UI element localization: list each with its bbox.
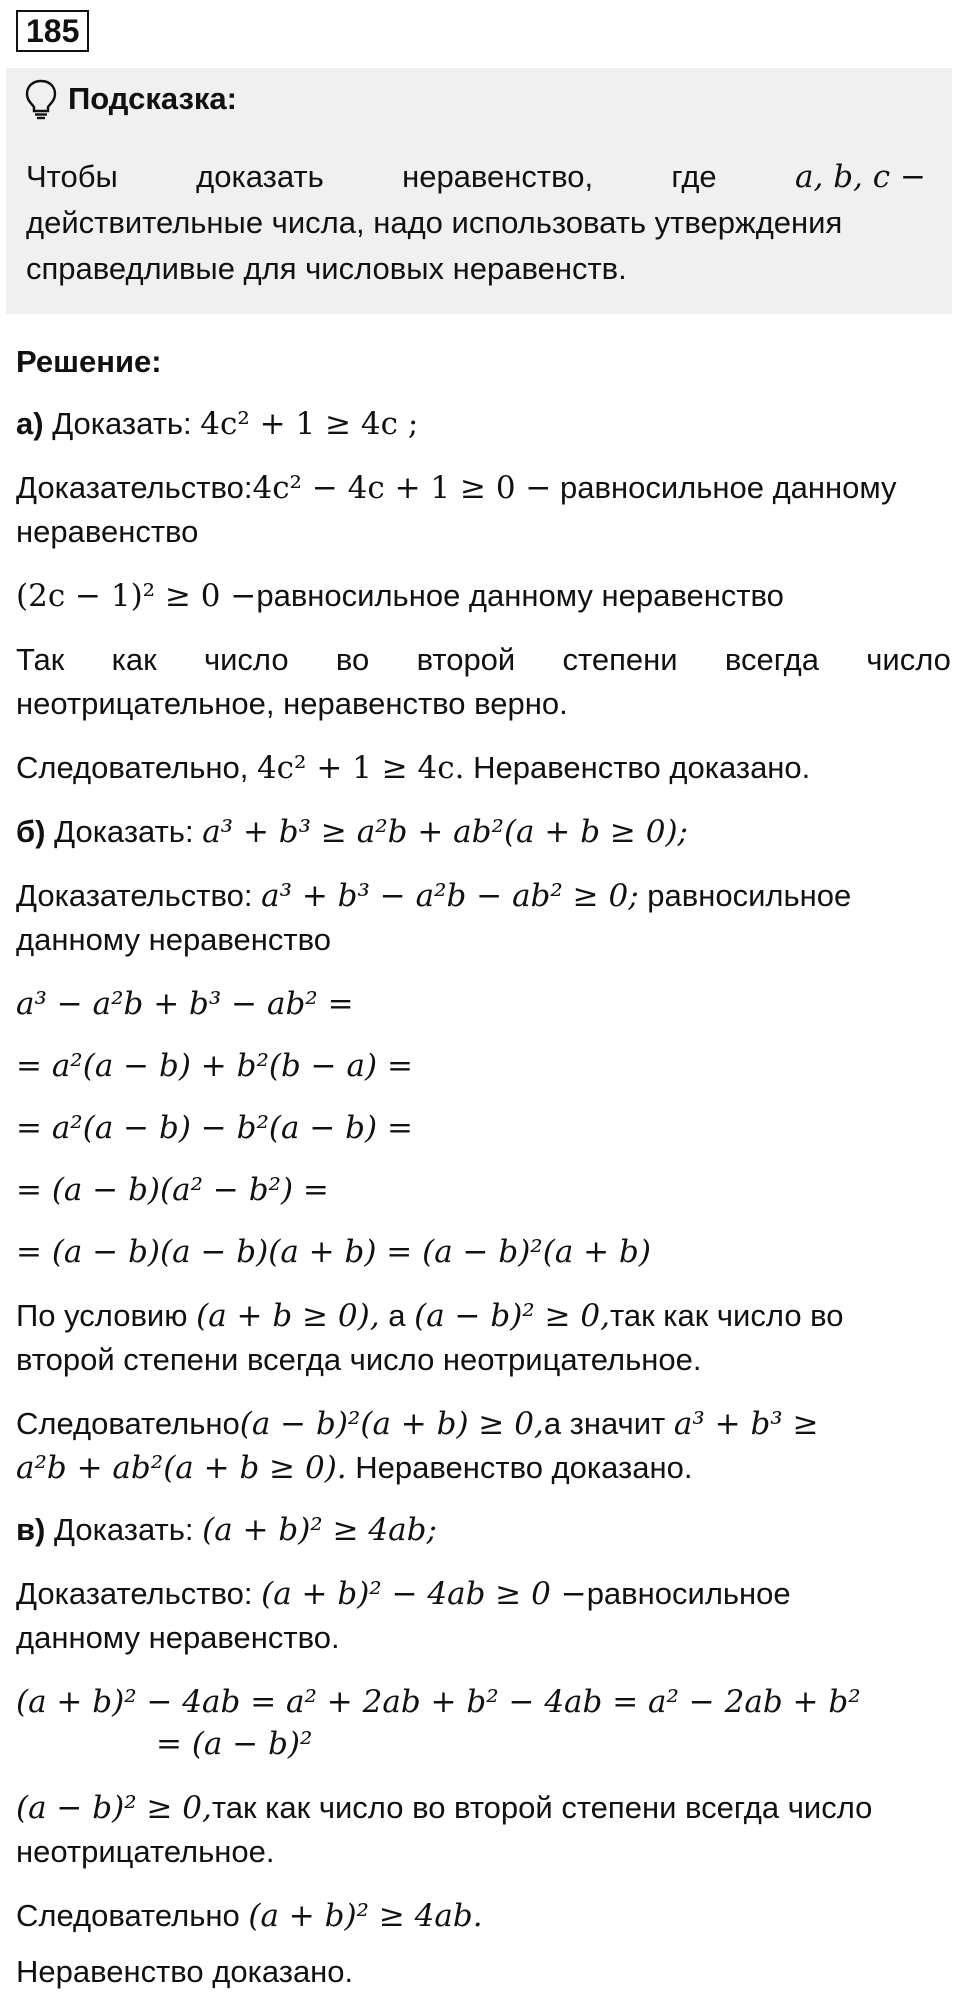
part-b-label: б) (16, 814, 46, 849)
reason-word: число (203, 642, 289, 677)
part-a-proof-math: 4c² − 4c + 1 ≥ 0 − (252, 470, 552, 506)
part-b-statement (16, 810, 951, 854)
part-a-proof (16, 466, 951, 510)
part-b-prove-math: a³ + b³ ≥ a²b + ab²(a + b ≥ 0); (202, 814, 688, 850)
part-b-cond-text: так как число во (609, 1298, 844, 1333)
reason-word: второй (416, 642, 516, 677)
part-a-reason-line-2: неотрицательное, неравенство верно. (16, 686, 568, 721)
reason-word: число (866, 642, 951, 677)
reason-word: как (111, 642, 157, 677)
hint-word: Чтобы (26, 159, 118, 194)
part-b-step: = (a − b)(a² − b²) = (16, 1172, 329, 1208)
hint-word: неравенство, (402, 159, 594, 194)
hint-box (6, 68, 952, 314)
reason-word: Так (16, 642, 65, 677)
part-c-square (16, 1786, 951, 1830)
part-b-cond-math: (a + b ≥ 0), (196, 1298, 380, 1334)
proof-label: Доказательство: (16, 470, 253, 505)
part-b-prove-text: Доказать: (54, 814, 194, 849)
part-c-expansion-line-2: = (a − b)² (156, 1726, 313, 1762)
part-c-expansion: (a + b)² − 4ab = a² + 2ab + b² − 4ab = a² − 2ab + b² (16, 1684, 861, 1720)
part-b-proof-math: a³ + b³ − a²b − ab² ≥ 0; (261, 878, 639, 914)
part-a-prove-text: Доказать: (52, 406, 192, 441)
proof-label: Доказательство: (16, 878, 253, 913)
part-a-label: а) (16, 406, 44, 441)
part-b-step: = a²(a − b) + b²(b − a) = (16, 1048, 413, 1084)
part-c-proof-text: равносильное (586, 1576, 791, 1611)
reason-word: во (335, 642, 370, 677)
part-a-conclusion-end: Неравенство доказано. (473, 750, 811, 785)
hint-title: Подсказка: (68, 81, 237, 116)
part-c-prove-math: (a + b)² ≥ 4ab; (202, 1512, 437, 1548)
part-b-proof-text: равносильное (638, 878, 852, 913)
part-b-conclusion-line-2 (16, 1446, 951, 1490)
part-c-statement (16, 1508, 951, 1552)
part-b-cond-math: (a − b)² ≥ 0, (414, 1298, 610, 1334)
hint-line-2: действительные числа, надо использовать утверждения (26, 205, 843, 240)
part-b-step: = a²(a − b) − b²(a − b) = (16, 1110, 413, 1146)
part-b-conc-text: Следовательно (16, 1406, 240, 1441)
hint-word: где (671, 159, 717, 194)
hint-line-1 (26, 154, 926, 200)
part-b-condition (16, 1294, 951, 1338)
hint-word: доказать (196, 159, 324, 194)
part-b-conc-text: Неравенство доказано. (355, 1450, 693, 1485)
part-c-proof (16, 1572, 951, 1616)
proof-label: Доказательство: (16, 1576, 253, 1611)
part-a-conclusion-text: Следовательно, (16, 750, 249, 785)
part-b-conc-math: a³ + b³ ≥ (673, 1406, 819, 1442)
part-b-conc-text: а значит (543, 1406, 666, 1441)
part-b-conc-math: (a − b)²(a + b) ≥ 0, (239, 1406, 544, 1442)
part-b-step: a³ − a²b + b³ − ab² = (16, 986, 354, 1022)
part-a-square-math: (2c − 1)² ≥ 0 − (16, 578, 257, 614)
reason-word: всегда (724, 642, 819, 677)
part-b-step: = (a − b)(a − b)(a + b) = (a − b)²(a + b) (16, 1234, 651, 1270)
task-number: 185 (16, 10, 89, 52)
part-c-prove-text: Доказать: (54, 1512, 194, 1547)
part-a-prove-math: 4c² + 1 ≥ 4c ; (200, 406, 419, 442)
part-a-reason (16, 638, 951, 682)
part-c-square-math: (a − b)² ≥ 0, (16, 1790, 212, 1826)
hint-header (24, 74, 237, 124)
part-c-proof-line-2: данному неравенство. (16, 1620, 340, 1655)
reason-word: степени (562, 642, 678, 677)
lightbulb-icon (24, 78, 58, 120)
part-a-square (16, 574, 951, 618)
hint-line-3: справедливые для числовых неравенств. (26, 251, 627, 286)
part-c-conclusion-math: (a + b)² ≥ 4ab. (248, 1898, 483, 1934)
solution-title: Решение: (16, 344, 162, 379)
part-b-conclusion (16, 1402, 951, 1446)
part-c-conclusion (16, 1894, 951, 1938)
part-c-square-text: так как число во второй степени всегда число (211, 1790, 873, 1825)
part-b-cond-text: а (388, 1298, 406, 1333)
part-a-conclusion-math: 4c² + 1 ≥ 4c. (256, 750, 465, 786)
part-a-square-text: равносильное данному неравенство (256, 578, 784, 613)
hint-variables: a, b, c − (795, 159, 926, 195)
hint-text (26, 154, 926, 292)
part-b-condition-line-2: второй степени всегда число неотрицательное. (16, 1342, 702, 1377)
part-a-proof-text: равносильное данному (551, 470, 897, 505)
part-c-label: в) (16, 1512, 46, 1547)
part-a-statement (16, 402, 951, 446)
part-a-proof-line-2: неравенство (16, 514, 199, 549)
part-b-proof-line-2: данному неравенство (16, 922, 331, 957)
part-c-conclusion-text: Следовательно (16, 1898, 240, 1933)
part-b-proof (16, 874, 951, 918)
part-b-cond-text: По условию (16, 1298, 188, 1333)
part-a-conclusion (16, 746, 951, 790)
part-c-final: Неравенство доказано. (16, 1954, 354, 1989)
part-b-conc-math: a²b + ab²(a + b ≥ 0). (16, 1450, 347, 1486)
part-c-square-line-2: неотрицательное. (16, 1834, 275, 1869)
part-c-proof-math: (a + b)² − 4ab ≥ 0 − (261, 1576, 587, 1612)
